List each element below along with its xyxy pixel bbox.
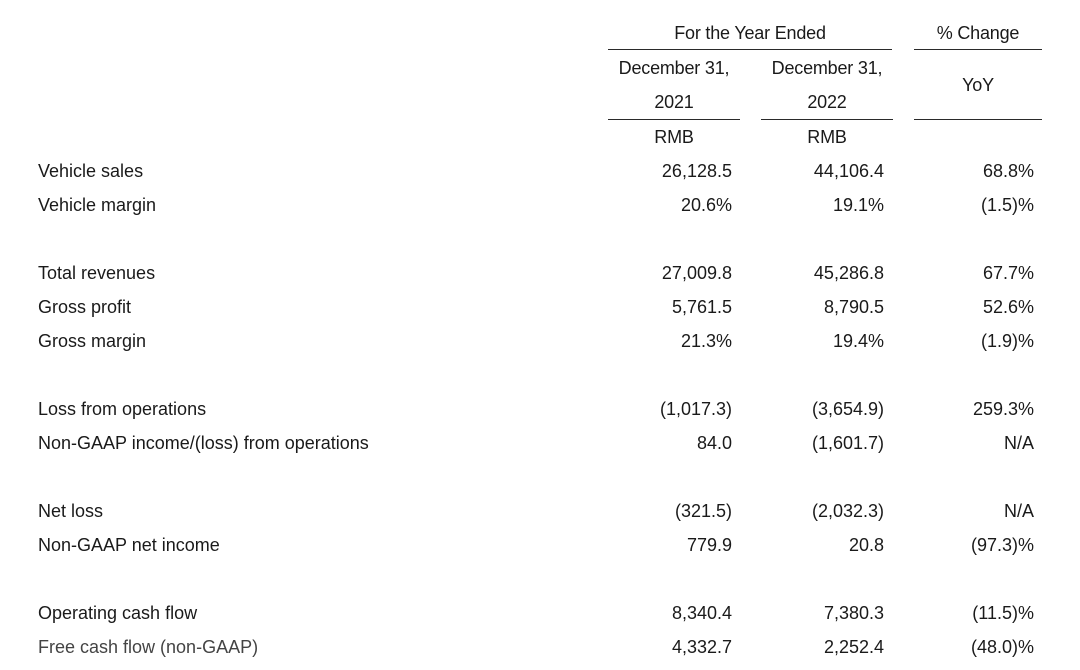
col-2022-currency: RMB [807,127,847,147]
value-2021: 5,761.5 [671,297,732,317]
col-2022-date: December 31, [771,58,883,78]
col-2022-rule [761,119,893,120]
col-2021-year: 2021 [654,92,694,112]
row-gross-profit [0,290,1080,324]
value-2022: 7,380.3 [823,603,884,623]
row-label: Vehicle sales [38,161,144,181]
row-loss-from-operations [0,392,1080,426]
value-2021: (1,017.3) [659,399,732,419]
value-2021: 84.0 [696,433,732,453]
value-change: (48.0)% [970,637,1034,657]
row-vehicle-margin [0,188,1080,222]
value-2021: 20.6% [680,195,732,215]
row-vehicle-sales [0,154,1080,188]
row-label: Non-GAAP income/(loss) from operations [38,433,369,453]
value-2022: (1,601.7) [811,433,884,453]
row-label: Total revenues [38,263,156,283]
value-2021: 4,332.7 [671,637,732,657]
change-yoy-header: YoY [962,75,994,95]
period-group-rule [608,49,892,50]
value-2022: 8,790.5 [823,297,884,317]
value-change: 259.3% [972,399,1034,419]
row-non-gaap-operations [0,426,1080,460]
col-2021-rule [608,119,740,120]
row-label: Net loss [38,501,104,521]
value-2022: 19.4% [832,331,884,351]
col-2022-year: 2022 [807,92,847,112]
row-label: Gross margin [38,331,147,351]
value-2021: 27,009.8 [661,263,732,283]
value-2022: 44,106.4 [813,161,884,181]
col-2021-currency: RMB [654,127,694,147]
value-change: N/A [1003,501,1034,521]
row-net-loss [0,494,1080,528]
row-non-gaap-net-income [0,528,1080,562]
row-label: Vehicle margin [38,195,157,215]
value-change: (97.3)% [970,535,1034,555]
value-2021: 779.9 [686,535,732,555]
value-2022: 45,286.8 [813,263,884,283]
value-2022: 19.1% [832,195,884,215]
value-2022: (2,032.3) [811,501,884,521]
change-group-rule [914,49,1042,50]
value-change: (1.5)% [980,195,1034,215]
value-2021: (321.5) [674,501,732,521]
row-gross-margin [0,324,1080,358]
value-2022: (3,654.9) [811,399,884,419]
row-operating-cash-flow [0,596,1080,630]
value-change: (11.5)% [972,603,1034,623]
row-label: Gross profit [38,297,132,317]
value-2021: 21.3% [680,331,732,351]
row-label: Operating cash flow [38,603,198,623]
value-2021: 26,128.5 [661,161,732,181]
value-2021: 8,340.4 [671,603,732,623]
row-label: Non-GAAP net income [38,535,220,555]
period-group-header: For the Year Ended [674,23,826,43]
change-group-header: % Change [936,23,1020,43]
value-change: 67.7% [982,263,1034,283]
row-free-cash-flow [0,630,1080,664]
col-2021-date: December 31, [618,58,730,78]
value-change: (1.9)% [980,331,1034,351]
row-total-revenues [0,256,1080,290]
value-change: 68.8% [982,161,1034,181]
value-2022: 20.8 [848,535,884,555]
change-col-rule [914,119,1042,120]
row-label: Loss from operations [38,399,207,419]
value-2022: 2,252.4 [823,637,884,657]
row-label: Free cash flow (non-GAAP) [38,637,259,657]
value-change: 52.6% [982,297,1034,317]
value-change: N/A [1003,433,1034,453]
